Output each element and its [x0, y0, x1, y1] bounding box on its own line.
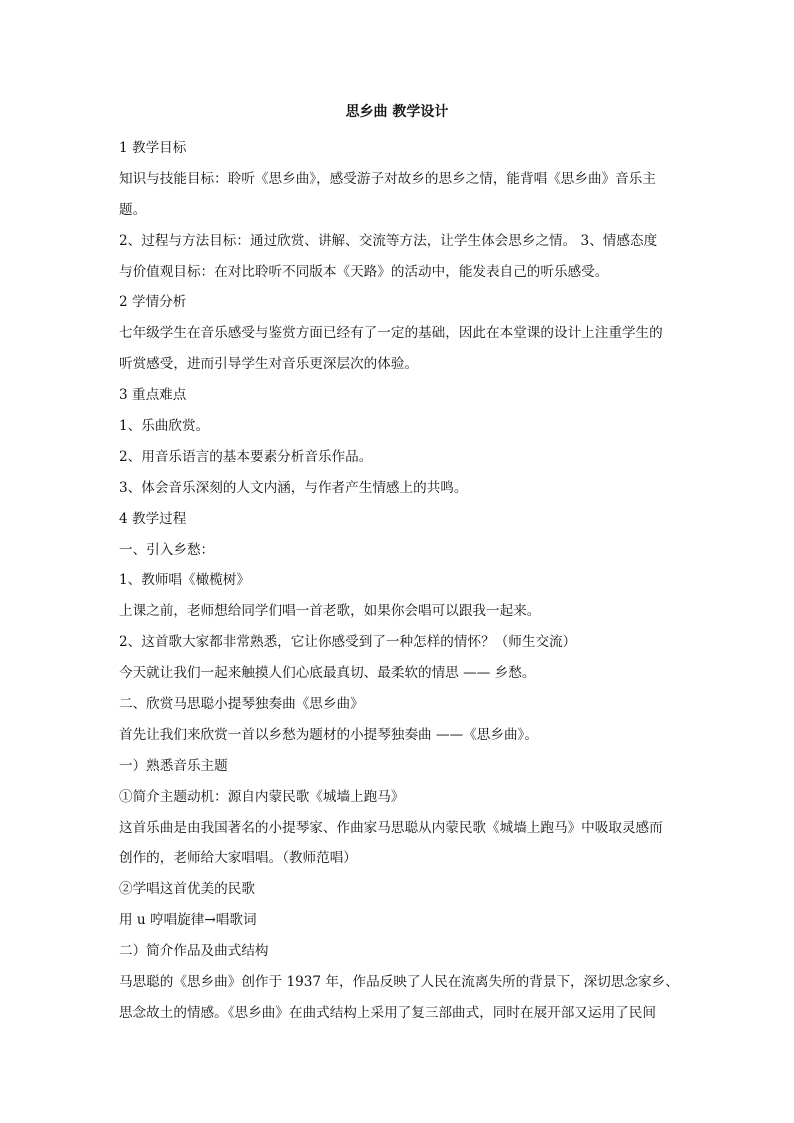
- list-item: 3、体会音乐深刻的人文内涵，与作者产生情感上的共鸣。: [119, 479, 468, 496]
- list-item: ①简介主题动机：源自内蒙民歌《城墙上跑马》: [119, 788, 405, 805]
- list-item: 1、乐曲欣赏。: [119, 418, 210, 435]
- paragraph-line: 这首乐曲是由我国著名的小提琴家、作曲家马思聪从内蒙民歌《城墙上跑马》中吸取灵感而: [119, 819, 663, 836]
- section-heading-objectives: 1 教学目标: [119, 140, 187, 156]
- paragraph-line: 知识与技能目标：聆听《思乡曲》，感受游子对故乡的思乡之情，能背唱《思乡曲》音乐主: [119, 170, 656, 187]
- paragraph-line: 七年级学生在音乐感受与鉴赏方面已经有了一定的基础，因此在本堂课的设计上注重学生的: [119, 325, 663, 342]
- paragraph-line: 与价值观目标：在对比聆听不同版本《天路》的活动中，能发表自己的听乐感受。: [119, 263, 609, 280]
- list-item: 2、用音乐语言的基本要素分析音乐作品。: [119, 448, 373, 465]
- subheading: 二、欣赏马思聪小提琴独奏曲《思乡曲》: [119, 696, 364, 713]
- list-item: 2、这首歌大家都非常熟悉，它让你感受到了一种怎样的情怀？（师生交流）: [119, 634, 577, 651]
- paragraph-line: 听赏感受，进而引导学生对音乐更深层次的体验。: [119, 356, 419, 373]
- paragraph-line: 今天就让我们一起来触摸人们心底最真切、最柔软的情思 —— 乡愁。: [119, 665, 536, 682]
- list-item: 1、教师唱《橄榄树》: [119, 572, 250, 589]
- list-item: ②学唱这首优美的民歌: [119, 881, 255, 898]
- paragraph-line: 创作的，老师给大家唱唱。（教师范唱）: [119, 850, 357, 867]
- subheading: 一）熟悉音乐主题: [119, 757, 228, 774]
- paragraph-line: 首先让我们来欣赏一首以乡愁为题材的小提琴独奏曲 ——《思乡曲》。: [119, 726, 538, 743]
- paragraph-line: 用 u 哼唱旋律→唱歌词: [119, 912, 257, 929]
- paragraph-line: 题。: [119, 201, 147, 218]
- subheading: 一、引入乡愁：: [119, 541, 215, 558]
- document-body: [119, 133, 679, 1029]
- subheading: 二）简介作品及曲式结构: [119, 943, 269, 960]
- paragraph-line: 2、过程与方法目标：通过欣赏、讲解、交流等方法，让学生体会思乡之情。 3、情感态度: [119, 232, 658, 249]
- paragraph-line: 上课之前，老师想给同学们唱一首老歌，如果你会唱可以跟我一起来。: [119, 603, 541, 620]
- section-heading-process: 4 教学过程: [119, 510, 187, 527]
- paragraph-line: 马思聪的《思乡曲》创作于 1937 年，作品反映了人民在流离失所的背景下，深切思念家乡、: [119, 974, 679, 991]
- paragraph-line: 思念故土的情感。《思乡曲》在曲式结构上采用了复三部曲式，同时在展开部又运用了民间: [119, 1004, 656, 1021]
- document-title: 思乡曲 教学设计: [345, 104, 449, 120]
- section-heading-analysis: 2 学情分析: [119, 294, 187, 311]
- section-heading-key-points: 3 重点难点: [119, 387, 187, 404]
